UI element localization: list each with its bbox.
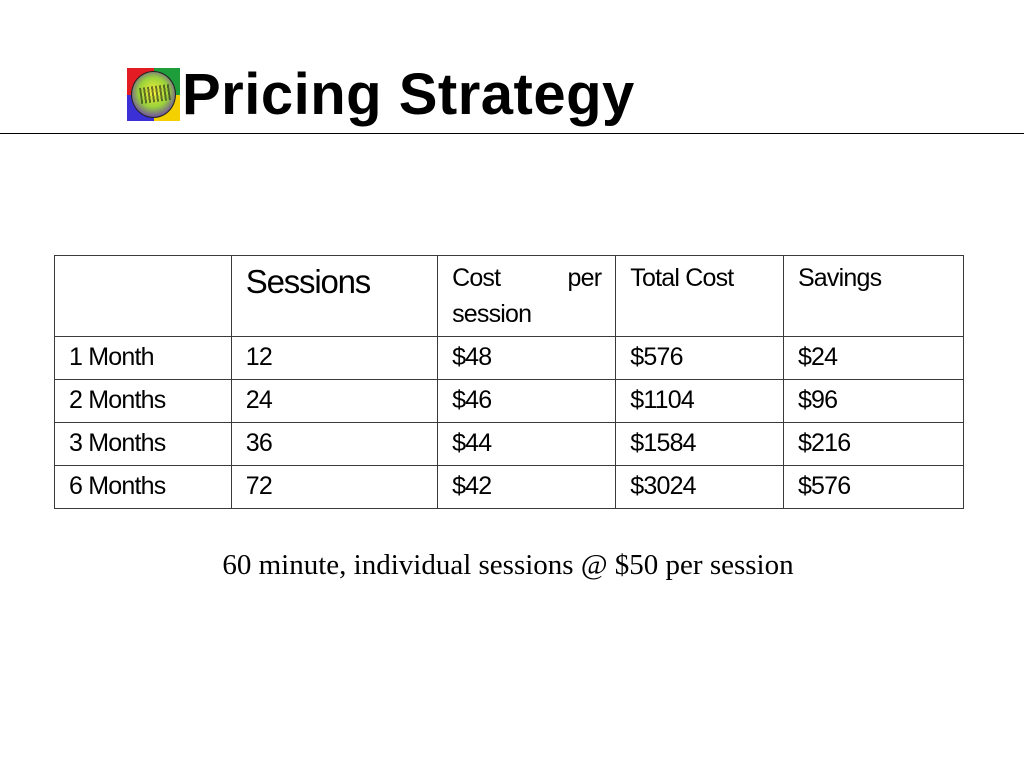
cell-savings: $576 (783, 466, 963, 509)
header-per-word: per (567, 264, 602, 292)
header-cost-word: Cost (452, 264, 501, 292)
cell-plan: 2 Months (55, 380, 232, 423)
cell-plan: 1 Month (55, 337, 232, 380)
cell-plan: 3 Months (55, 423, 232, 466)
cell-savings: $216 (783, 423, 963, 466)
header-blank (55, 256, 232, 337)
table-row (55, 466, 964, 509)
cell-total-cost: $1584 (616, 423, 784, 466)
header-total-cost: Total Cost (616, 256, 784, 337)
table-row (55, 423, 964, 466)
cell-sessions: 24 (231, 380, 437, 423)
cell-sessions: 36 (231, 423, 437, 466)
header-session-word: session (452, 300, 532, 328)
cell-total-cost: $576 (616, 337, 784, 380)
logo-lettering (139, 84, 171, 104)
logo-disc (131, 71, 176, 118)
fitness-logo-icon (127, 68, 180, 121)
session-rate-note: 60 minute, individual sessions @ $50 per session (222, 549, 794, 581)
cell-cost-per-session: $46 (438, 380, 616, 423)
cell-total-cost: $3024 (616, 466, 784, 509)
cell-total-cost: $1104 (616, 380, 784, 423)
title-divider (0, 133, 1024, 134)
header-cost-per-session-line1 (452, 260, 601, 296)
cell-sessions: 72 (231, 466, 437, 509)
header-cost-per-session (438, 256, 616, 337)
header-sessions: Sessions (231, 256, 437, 337)
pricing-table (54, 255, 964, 509)
table-row (55, 337, 964, 380)
cell-sessions: 12 (231, 337, 437, 380)
cell-cost-per-session: $42 (438, 466, 616, 509)
cell-plan: 6 Months (55, 466, 232, 509)
header-savings: Savings (783, 256, 963, 337)
cell-savings: $24 (783, 337, 963, 380)
cell-cost-per-session: $48 (438, 337, 616, 380)
cell-savings: $96 (783, 380, 963, 423)
cell-cost-per-session: $44 (438, 423, 616, 466)
table-row (55, 380, 964, 423)
table-header-row (55, 256, 964, 337)
slide-title: Pricing Strategy (182, 62, 635, 127)
